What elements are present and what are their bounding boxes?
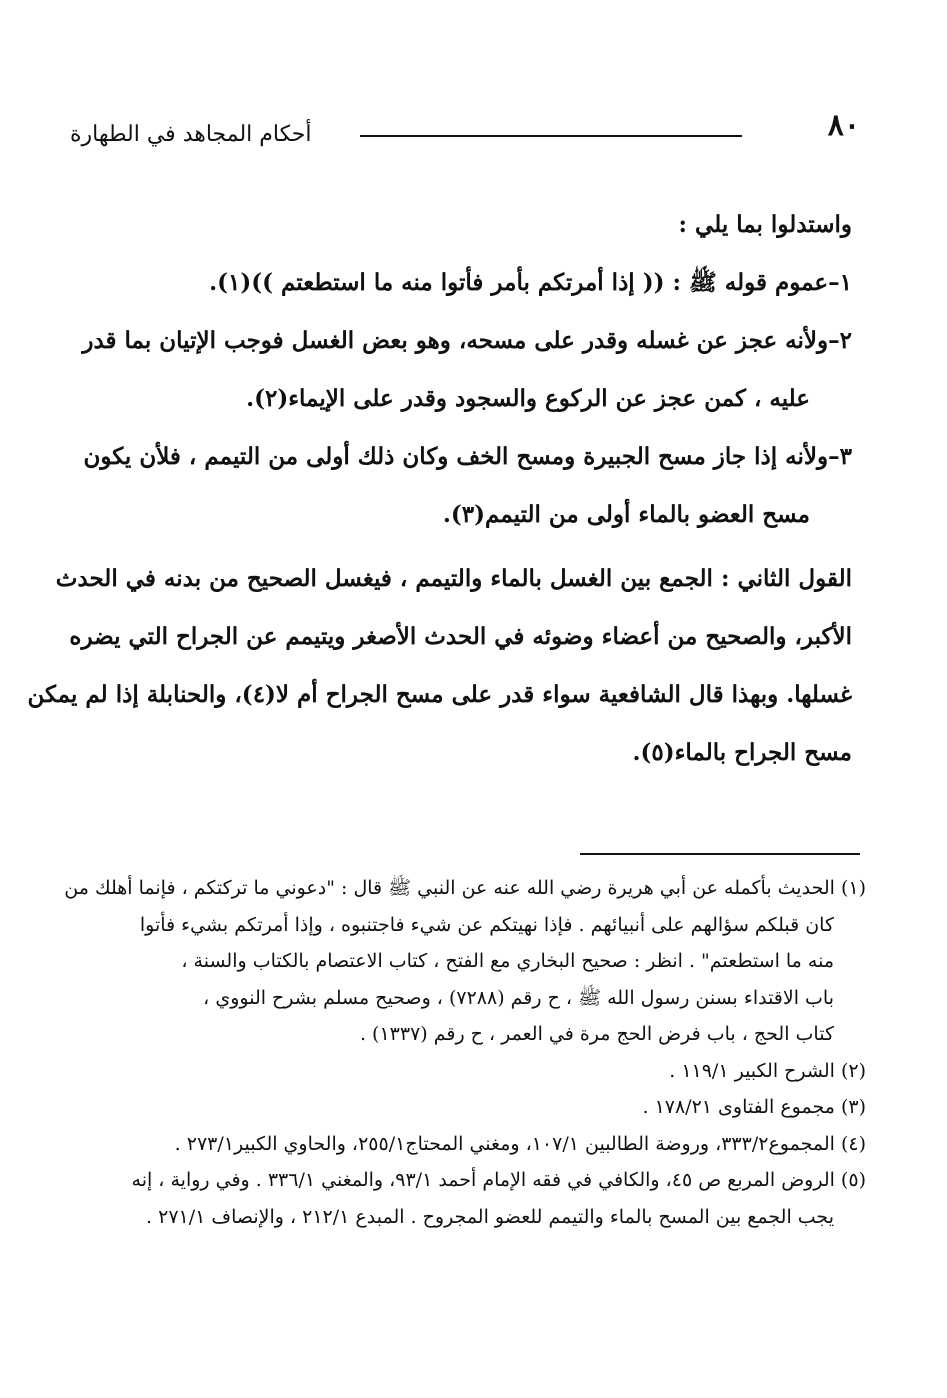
body-line: الأكبر، والصحيح من أعضاء وضوئه في الحدث الأصغر ويتيمم عن الجراح التي يضره xyxy=(69,623,852,650)
footnote-separator xyxy=(580,853,860,855)
running-title: أحكام المجاهد في الطهارة xyxy=(70,122,312,147)
main-text xyxy=(27,196,852,782)
footnote-line: باب الاقتداء بسنن رسول الله ﷺ ، ح رقم (٧٢٨٨) ، وصحيح مسلم بشرح النووي ، xyxy=(203,986,834,1009)
footnote-line: (٣) مجموع الفتاوى ١٧٨/٢١ . xyxy=(642,1096,866,1118)
body-line: عليه ، كمن عجز عن الركوع والسجود وقدر على الإيماء(٢). xyxy=(246,385,810,412)
body-line: مسح الجراح بالماء(٥). xyxy=(632,739,852,766)
page-header xyxy=(70,108,860,156)
header-rule xyxy=(360,135,742,137)
footnote-line: كان قبلكم سؤالهم على أنبيائهم . فإذا نهيتكم عن شيء فاجتنبوه ، وإذا أمرتكم بشيء فأتوا xyxy=(139,913,834,936)
footnotes xyxy=(64,870,866,1235)
footnote-line: (١) الحديث بأكمله عن أبي هريرة رضي الله عنه عن النبي ﷺ قال : "دعوني ما تركتكم ، فإنما أهلك من xyxy=(64,877,866,899)
body-line: ١–عموم قوله ﷺ : (( إذا أمرتكم بأمر فأتوا منه ما استطعتم ))(١). xyxy=(209,269,852,296)
body-line: ٣–ولأنه إذا جاز مسح الجبيرة ومسح الخف وكان ذلك أولى من التيمم ، فلأن يكون xyxy=(83,443,852,470)
body-line: مسح العضو بالماء أولى من التيمم(٣). xyxy=(442,501,810,528)
footnote-line: منه ما استطعتم" . انظر : صحيح البخاري مع الفتح ، كتاب الاعتصام بالكتاب والسنة ، xyxy=(181,950,834,972)
footnote-line: كتاب الحج ، باب فرض الحج مرة في العمر ، ح رقم (١٣٣٧) . xyxy=(359,1023,834,1045)
body-line: ٢–ولأنه عجز عن غسله وقدر على مسحه، وهو بعض الغسل فوجب الإتيان بما قدر xyxy=(82,327,852,354)
footnote-line: (٤) المجموع٣٣٣/٢، وروضة الطالبين ١٠٧/١، ومغني المحتاج٢٥٥/١، والحاوي الكبير٢٧٣/١ . xyxy=(174,1132,866,1155)
footnote-line: (٢) الشرح الكبير ١١٩/١ . xyxy=(669,1059,866,1082)
body-line: القول الثاني : الجمع بين الغسل بالماء والتيمم ، فيغسل الصحيح من بدنه في الحدث xyxy=(55,565,852,592)
body-line: غسلها. وبهذا قال الشافعية سواء قدر على مسح الجراح أم لا(٤)، والحنابلة إذا لم يمكن xyxy=(27,681,852,708)
footnote-line: (٥) الروض المربع ص ٤٥، والكافي في فقه الإمام أحمد ٩٣/١، والمغني ٣٣٦/١ . وفي رواية ، إنه xyxy=(131,1169,866,1191)
body-line: واستدلوا بما يلي : xyxy=(678,211,852,238)
page-number: ٨٠ xyxy=(827,108,860,143)
footnote-line: يجب الجمع بين المسح بالماء والتيمم للعضو المجروح . المبدع ٢١٢/١ ، والإنصاف ٢٧١/١ . xyxy=(146,1205,834,1228)
